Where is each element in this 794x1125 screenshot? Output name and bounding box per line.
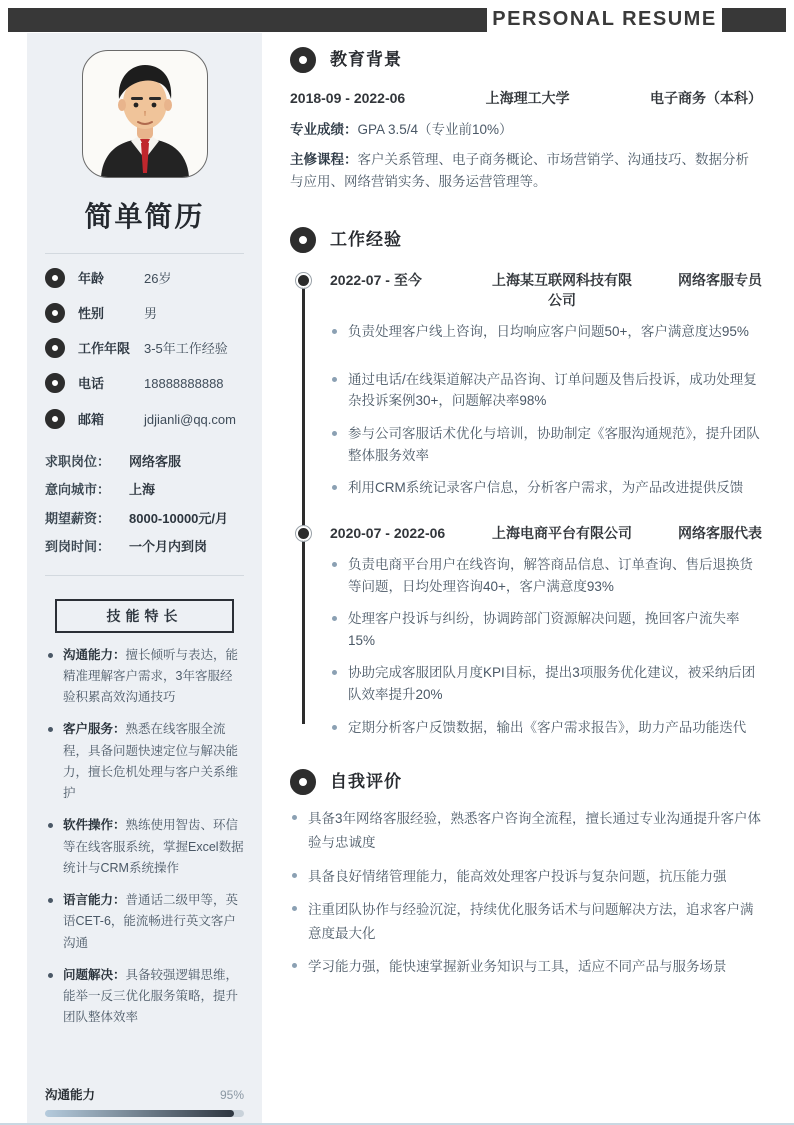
skill-item <box>45 645 244 709</box>
job-bullet: 利用CRM系统记录客户信息，分析客户需求，为产品改进提供反馈 <box>330 477 762 499</box>
info-row-age <box>45 268 244 289</box>
bullet-dot-icon <box>332 431 337 436</box>
job-entry <box>330 268 762 499</box>
section-title: 自我评价 <box>330 772 402 792</box>
section-evaluation <box>290 768 762 979</box>
intent-label: 求职岗位： <box>45 453 111 469</box>
intent-row-position <box>45 452 244 472</box>
donut-icon <box>45 303 65 323</box>
job-role: 网络客服代表 <box>678 524 762 541</box>
intent-label: 意向城市： <box>45 482 111 498</box>
job-bullet: 负责电商平台用户在线咨询，解答商品信息、订单查询、售后退换货等问题，日均处理咨询40+，客户满意度93% <box>330 554 762 597</box>
info-row-gender <box>45 303 244 324</box>
info-label: 年龄 <box>78 271 105 286</box>
sidebar-divider <box>45 253 244 254</box>
info-row-email <box>45 409 244 430</box>
bullet-dot-icon <box>48 973 53 978</box>
job-heading <box>330 270 762 311</box>
evaluation-bullet: 具备良好情绪管理能力，能高效处理客户投诉与复杂问题，抗压能力强 <box>290 865 762 889</box>
skills-title: 技能特长 <box>106 607 183 624</box>
timeline-dot-icon <box>296 273 311 288</box>
skill-bar-track <box>45 1110 244 1117</box>
skill-bar-percent: 95% <box>219 1088 244 1102</box>
job-company: 上海电商平台有限公司 <box>492 524 632 541</box>
info-label: 邮箱 <box>78 411 105 427</box>
info-value: 3-5年工作经验 <box>144 341 228 357</box>
bullet-dot-icon <box>292 963 297 968</box>
skill-desc: 普通话二级甲等，英语CET-6，能流畅进行英文客户沟通 <box>63 893 239 950</box>
courses-value: 客户关系管理、电子商务概论、市场营销学、沟通技巧、数据分析与应用、网络营销实务、服务运营管理等。 <box>290 152 749 189</box>
job-bullet: 定期分析客户反馈数据，输出《客户需求报告》，助力产品功能迭代 <box>330 717 762 739</box>
skill-desc: 熟练使用智齿、环信等在线客服系统，掌握Excel数据统计与CRM系统操作 <box>63 818 244 875</box>
bullet-dot-icon <box>292 906 297 911</box>
section-evaluation-header <box>290 768 762 795</box>
job-intention-list <box>45 452 244 557</box>
education-school: 上海理工大学 <box>485 90 570 107</box>
sidebar-divider <box>45 575 244 576</box>
evaluation-bullet: 注重团队协作与经验沉淀，持续优化服务话术与问题解决方法，追求客户满意度最大化 <box>290 898 762 945</box>
intent-value: 网络客服 <box>129 453 182 469</box>
page-title: PERSONAL RESUME <box>492 7 717 30</box>
section-experience-header <box>290 226 762 253</box>
main-content <box>290 46 762 979</box>
intent-value: 一个月内到岗 <box>129 539 208 555</box>
donut-icon <box>45 338 65 358</box>
bullet-dot-icon <box>48 727 53 732</box>
bullet-dot-icon <box>48 653 53 658</box>
education-period: 2018-09 - 2022-06 <box>290 90 406 107</box>
section-donut-icon <box>290 227 316 253</box>
donut-icon <box>45 409 65 429</box>
job-bullet: 参与公司客服话术优化与培训，协助制定《客服沟通规范》，提升团队整体服务效率 <box>330 423 762 466</box>
evaluation-bullet-list <box>290 807 762 979</box>
skill-bar-block <box>45 1085 244 1117</box>
intent-row-salary <box>45 509 244 529</box>
gpa-label: 专业成绩： <box>290 121 358 137</box>
section-title: 工作经验 <box>330 230 402 250</box>
job-bullet: 通过电话/在线渠道解决产品咨询、订单问题及售后投诉，成功处理复杂投诉案例30+，问题解决率98% <box>330 369 762 412</box>
bullet-dot-icon <box>292 815 297 820</box>
info-row-experience-years <box>45 338 244 359</box>
bullet-dot-icon <box>332 616 337 621</box>
education-row <box>290 87 762 109</box>
skill-bar-label: 沟通能力 <box>45 1088 96 1102</box>
experience-timeline <box>290 268 762 739</box>
education-gpa <box>290 119 762 141</box>
basic-info-list <box>45 268 244 430</box>
intent-value: 8000-10000元/月 <box>129 510 229 526</box>
skill-desc: 具备较强逻辑思维，能举一反三优化服务策略，提升团队整体效率 <box>63 967 239 1025</box>
avatar <box>82 50 208 178</box>
skill-item <box>45 719 244 804</box>
section-donut-icon <box>290 769 316 795</box>
info-value: 26岁 <box>144 271 172 286</box>
donut-icon <box>45 268 65 288</box>
skills-title-box <box>55 599 234 633</box>
bullet-dot-icon <box>332 725 337 730</box>
info-label: 性别 <box>78 306 105 322</box>
intent-row-city <box>45 480 244 500</box>
skill-term: 客户服务： <box>63 722 126 737</box>
timeline-dot-icon <box>296 526 311 541</box>
section-title: 教育背景 <box>330 50 402 69</box>
skill-term: 软件操作： <box>63 818 126 833</box>
skill-desc: 熟悉在线客服全流程，具备问题快速定位与解决能力，擅长危机处理与客户关系维护 <box>63 722 239 801</box>
info-label: 电话 <box>78 376 105 392</box>
evaluation-bullet: 具备3年网络客服经验，熟悉客户咨询全流程，擅长通过专业沟通提升客户体验与忠诚度 <box>290 807 762 854</box>
bullet-dot-icon <box>48 898 53 903</box>
job-company: 上海某互联网科技有限公司 <box>492 271 632 308</box>
header-title-box <box>487 0 722 38</box>
job-heading <box>330 523 762 543</box>
gpa-value: GPA 3.5/4（专业前10%） <box>357 121 513 137</box>
skill-item <box>45 890 244 954</box>
skill-term: 沟通能力： <box>63 647 126 662</box>
sidebar <box>27 33 262 1123</box>
skill-item <box>45 815 244 879</box>
courses-label: 主修课程： <box>290 152 358 168</box>
bullet-dot-icon <box>332 670 337 675</box>
job-bullet-list <box>330 321 762 499</box>
donut-icon <box>45 373 65 393</box>
job-bullet-list <box>330 554 762 738</box>
intent-value: 上海 <box>129 482 156 498</box>
section-education-header <box>290 46 762 73</box>
skills-list <box>45 645 244 1029</box>
info-row-phone <box>45 373 244 394</box>
candidate-name: 简单简历 <box>84 201 205 232</box>
info-value: 男 <box>144 306 158 322</box>
job-bullet: 协助完成客服团队月度KPI目标，提出3项服务优化建议，被采纳后团队效率提升20% <box>330 662 762 705</box>
info-value: 18888888888 <box>144 376 224 392</box>
bullet-dot-icon <box>48 823 53 828</box>
job-bullet: 负责处理客户线上咨询，日均响应客户问题50+，客户满意度达95% <box>330 321 762 343</box>
bullet-dot-icon <box>332 377 337 382</box>
job-entry <box>330 521 762 738</box>
timeline-line <box>302 280 305 725</box>
intent-row-availability <box>45 537 244 557</box>
education-courses <box>290 149 762 192</box>
bullet-dot-icon <box>292 873 297 878</box>
job-bullet: 处理客户投诉与纠纷，协调跨部门资源解决问题，挽回客户流失率15% <box>330 608 762 651</box>
skill-item <box>45 965 244 1029</box>
skill-term: 问题解决： <box>63 967 126 982</box>
job-period: 2020-07 - 2022-06 <box>330 524 446 541</box>
section-experience <box>290 226 762 738</box>
bullet-dot-icon <box>332 485 337 490</box>
section-donut-icon <box>290 47 316 73</box>
education-major: 电子商务（本科） <box>649 90 762 107</box>
bullet-dot-icon <box>332 329 337 334</box>
skill-term: 语言能力： <box>63 893 126 908</box>
job-role: 网络客服专员 <box>678 271 762 288</box>
avatar-illustration <box>83 55 207 177</box>
info-label: 工作年限 <box>78 341 131 357</box>
job-period: 2022-07 - 至今 <box>330 271 422 288</box>
info-value: jdjianli@qq.com <box>144 411 236 427</box>
skill-bar-fill <box>45 1110 234 1117</box>
intent-label: 期望薪资： <box>45 510 111 526</box>
skill-desc: 擅长倾听与表达，能精准理解客户需求，3年客服经验积累高效沟通技巧 <box>63 647 239 705</box>
evaluation-bullet: 学习能力强，能快速掌握新业务知识与工具，适应不同产品与服务场景 <box>290 955 762 979</box>
bullet-dot-icon <box>332 562 337 567</box>
intent-label: 到岗时间： <box>45 539 111 555</box>
